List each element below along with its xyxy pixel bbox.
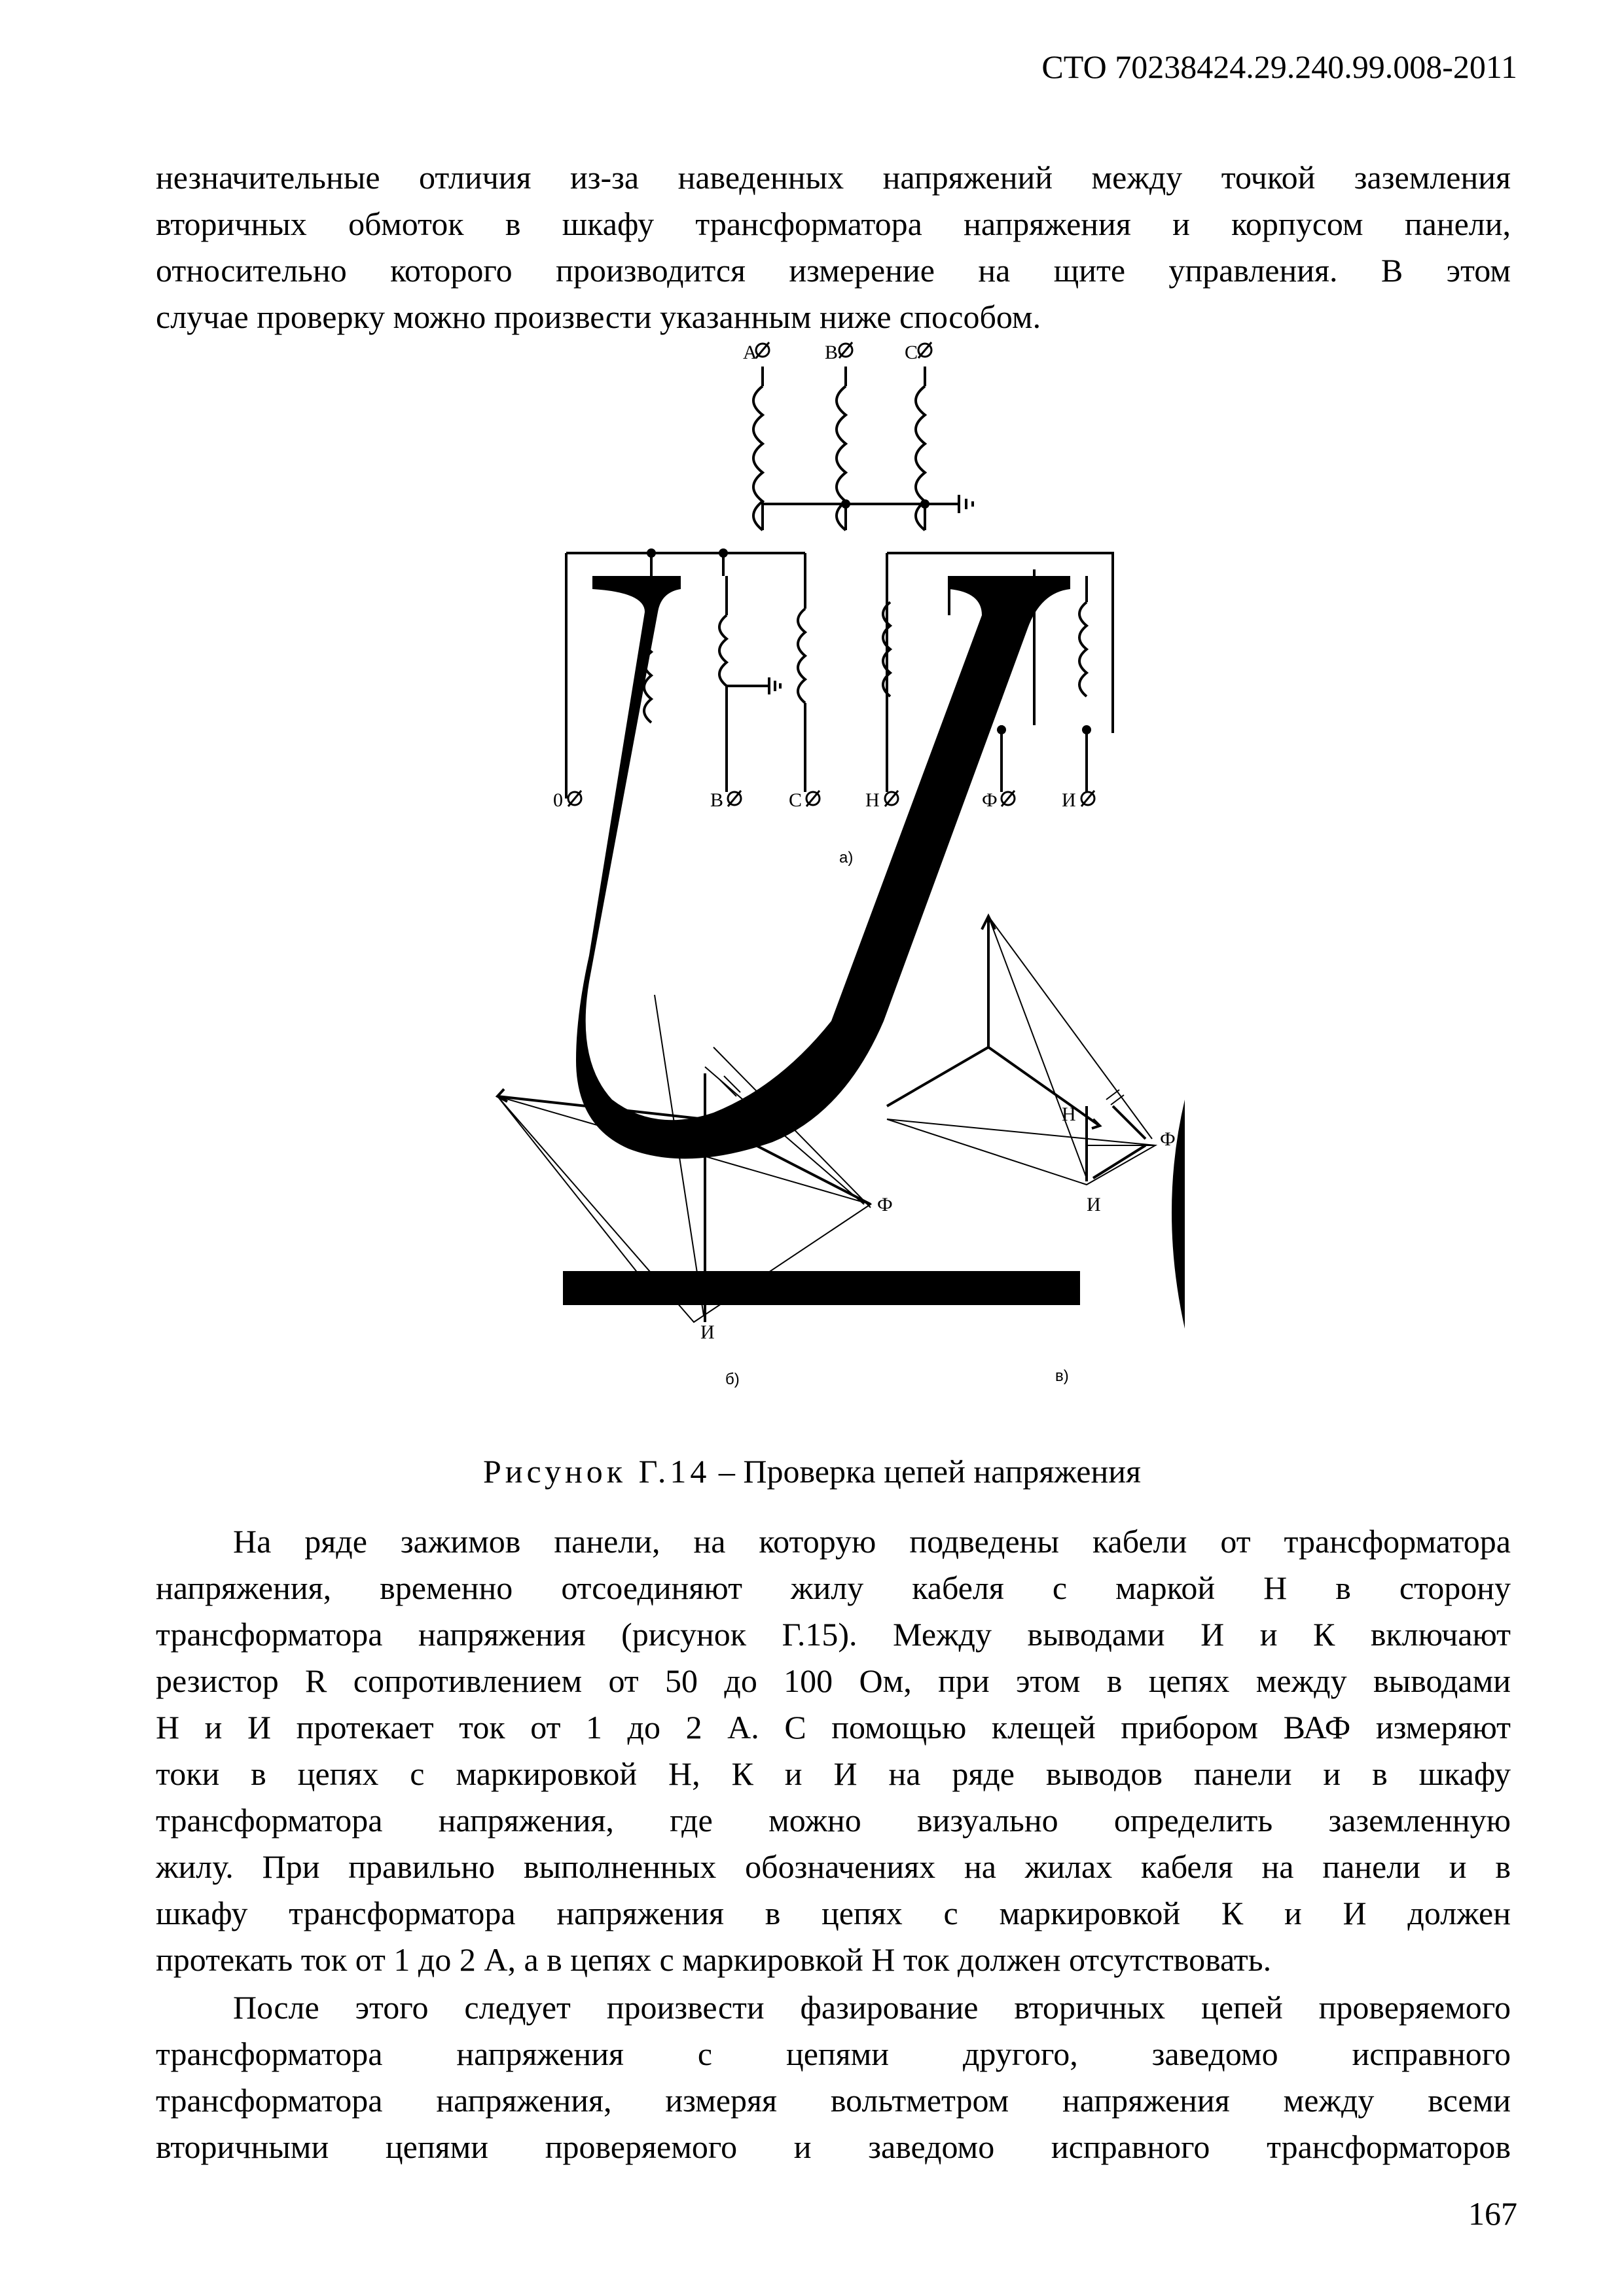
terminal-label-n: Н xyxy=(865,789,880,811)
document-code: СТО 70238424.29.240.99.008-2011 xyxy=(1041,48,1517,85)
text-line: протекать ток от 1 до 2 А, а в цепях с маркировкой Н ток должен отсутствовать. xyxy=(156,1941,1272,1978)
text-line: резистор R сопротивлением от 50 до 100 Ом, при этом в цепях между выводами xyxy=(156,1662,1511,1699)
text-line: На ряде зажимов панели, на которую подведены кабели от трансформатора xyxy=(233,1523,1511,1560)
text-line: трансформатора напряжения (рисунок Г.15). Между выводами И и К включают xyxy=(156,1616,1511,1653)
terminal-label-b: B xyxy=(710,789,724,811)
large-u-glyph xyxy=(576,576,1070,1158)
text-line: трансформатора напряжения, где можно визуально определить заземленную xyxy=(156,1802,1511,1839)
figure-caption xyxy=(0,1452,1624,1491)
phase-label-a: A xyxy=(743,342,757,363)
terminal-label-c: C xyxy=(789,789,803,811)
text-line: напряжения, временно отсоединяют жилу кабеля с маркой Н в сторону xyxy=(156,1570,1511,1606)
subfigure-label-a: а) xyxy=(839,849,854,867)
paragraph-2 xyxy=(156,1518,1511,1983)
subfigure-label-b: б) xyxy=(725,1371,740,1388)
paragraph-3 xyxy=(156,1984,1511,2170)
phase-label-b: B xyxy=(825,342,839,363)
text-line: незначительные отличия из-за наведенных напряжений между точкой заземления xyxy=(156,159,1511,196)
subfigure-label-v: в) xyxy=(1055,1367,1069,1385)
text-line: шкафу трансформатора напряжения в цепях с маркировкой К и И должен xyxy=(156,1895,1511,1931)
terminal-label-0: 0 xyxy=(553,789,563,811)
coil-b xyxy=(837,386,846,530)
terminal-label-phi: Ф xyxy=(982,789,998,811)
text-line: жилу. При правильно выполненных обозначениях на жилах кабеля на панели и в xyxy=(156,1848,1511,1885)
text-line: трансформатора напряжения с цепями другого, заведомо исправного xyxy=(156,2036,1511,2072)
vector-v-n: Н xyxy=(1062,1103,1076,1125)
coil-left-2 xyxy=(719,615,727,686)
thick-bar xyxy=(563,1271,1080,1305)
text-line: вторичных обмоток в шкафу трансформатора напряжения и корпусом панели, xyxy=(156,206,1511,242)
text-line: Н и И протекает ток от 1 до 2 А. С помощью клещей прибором ВАФ измеряют xyxy=(156,1709,1511,1746)
page-number: 167 xyxy=(1468,2195,1517,2232)
vector-b-phi: Ф xyxy=(877,1194,893,1215)
caption-prefix: Рисунок Г.14 xyxy=(482,1453,711,1490)
text-line: относительно которого производится измерение на щите управления. В этом xyxy=(156,252,1511,289)
coil-a xyxy=(753,386,763,530)
caption-text: – Проверка цепей напряжения xyxy=(710,1453,1142,1490)
text-line: случае проверку можно произвести указанным ниже способом. xyxy=(156,298,1041,335)
text-line: трансформатора напряжения, измеряя вольтметром напряжения между всеми xyxy=(156,2082,1511,2119)
terminal-label-i: И xyxy=(1062,789,1076,811)
vector-v-i: И xyxy=(1087,1194,1101,1215)
vector-b-i: И xyxy=(700,1321,715,1343)
text-line: вторичными цепями проверяемого и заведомо исправного трансформаторов xyxy=(156,2128,1511,2165)
vector-v-phi: Ф xyxy=(1160,1128,1176,1150)
coil-c xyxy=(916,386,925,530)
text-line: токи в цепях с маркировкой Н, К и И на ряде выводов панели и в шкафу xyxy=(156,1755,1511,1792)
text-line: После этого следует произвести фазирование вторичных цепей проверяемого xyxy=(233,1989,1511,2026)
phase-label-c: C xyxy=(905,342,918,363)
coil-right-3 xyxy=(1079,602,1087,696)
coil-left-3 xyxy=(798,609,805,703)
